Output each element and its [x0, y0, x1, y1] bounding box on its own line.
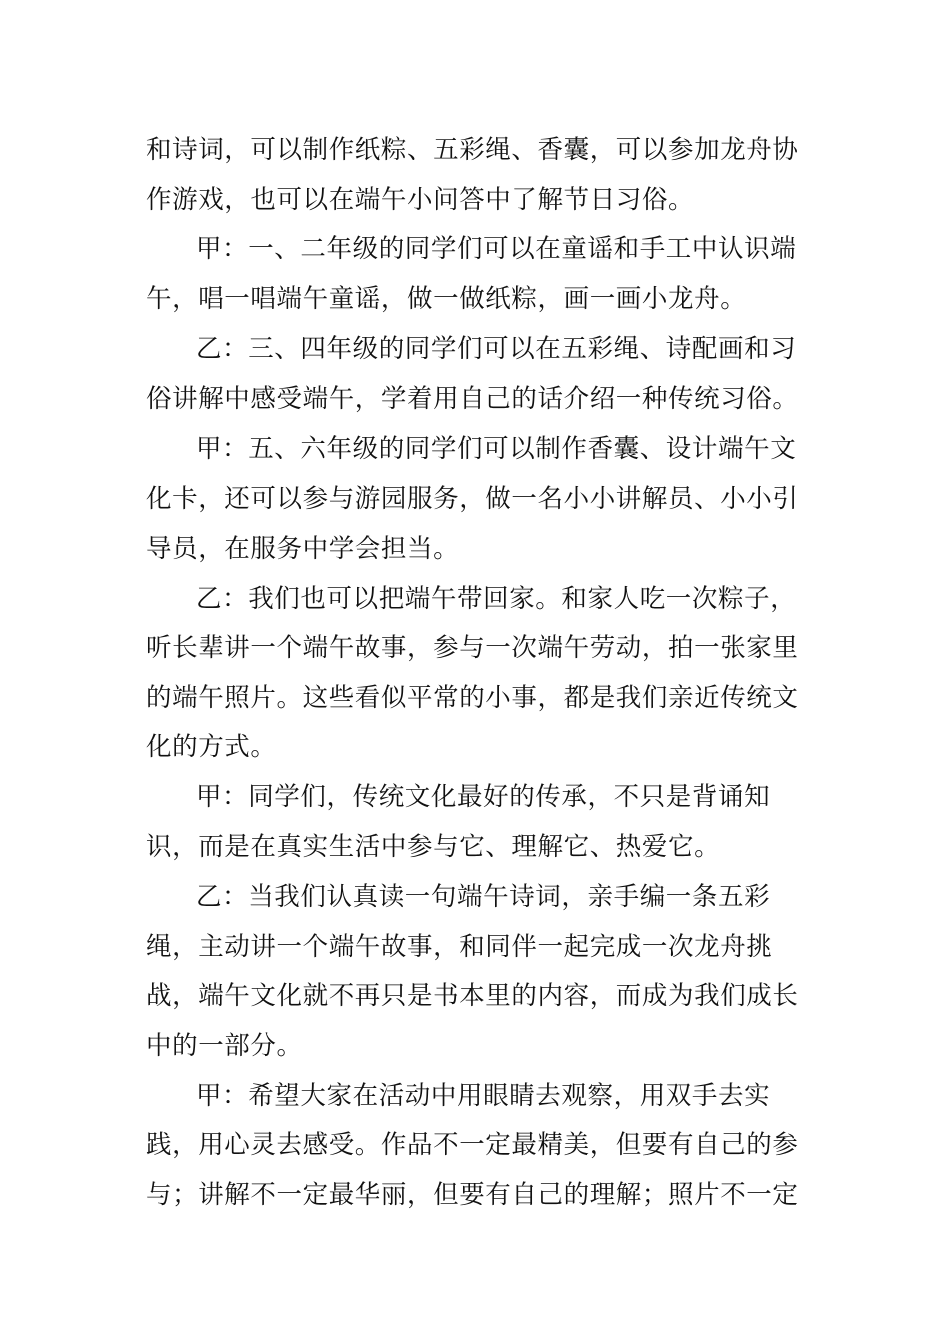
text-line: 甲：希望大家在活动中用眼睛去观察，用双手去实	[196, 1081, 771, 1111]
text-line: 俗讲解中感受端午，学着用自己的话介绍一种传统习俗。	[146, 384, 799, 414]
text-line: 绳，主动讲一个端午故事，和同伴一起完成一次龙舟挑	[146, 932, 773, 962]
text-line: 与；讲解不一定最华丽，但要有自己的理解；照片不一定	[146, 1180, 799, 1210]
text-line: 导员，在服务中学会担当。	[146, 534, 460, 564]
text-line: 乙：我们也可以把端午带回家。和家人吃一次粽子，	[196, 584, 797, 614]
text-line: 作游戏，也可以在端午小问答中了解节日习俗。	[146, 185, 695, 215]
text-line: 午，唱一唱端午童谣，做一做纸粽，画一画小龙舟。	[146, 284, 747, 314]
text-line: 甲：同学们，传统文化最好的传承，不只是背诵知	[196, 782, 771, 812]
text-line: 战，端午文化就不再只是书本里的内容，而成为我们成长	[146, 981, 799, 1011]
text-line: 识，而是在真实生活中参与它、理解它、热爱它。	[146, 832, 721, 862]
text-line: 化卡，还可以参与游园服务，做一名小小讲解员、小小引	[146, 484, 799, 514]
text-line: 的端午照片。这些看似平常的小事，都是我们亲近传统文	[146, 683, 799, 713]
text-line: 化的方式。	[146, 732, 277, 762]
text-line: 乙：三、四年级的同学们可以在五彩绳、诗配画和习	[196, 334, 797, 364]
text-line: 践，用心灵去感受。作品不一定最精美，但要有自己的参	[146, 1130, 799, 1160]
text-line: 听长辈讲一个端午故事，参与一次端午劳动，拍一张家里	[146, 633, 799, 663]
text-line: 乙：当我们认真读一句端午诗词，亲手编一条五彩	[196, 882, 771, 912]
text-line: 甲：一、二年级的同学们可以在童谣和手工中认识端	[196, 234, 797, 264]
text-line: 和诗词，可以制作纸粽、五彩绳、香囊，可以参加龙舟协	[146, 135, 799, 165]
text-line: 中的一部分。	[146, 1031, 303, 1061]
text-line: 甲：五、六年级的同学们可以制作香囊、设计端午文	[196, 434, 797, 464]
